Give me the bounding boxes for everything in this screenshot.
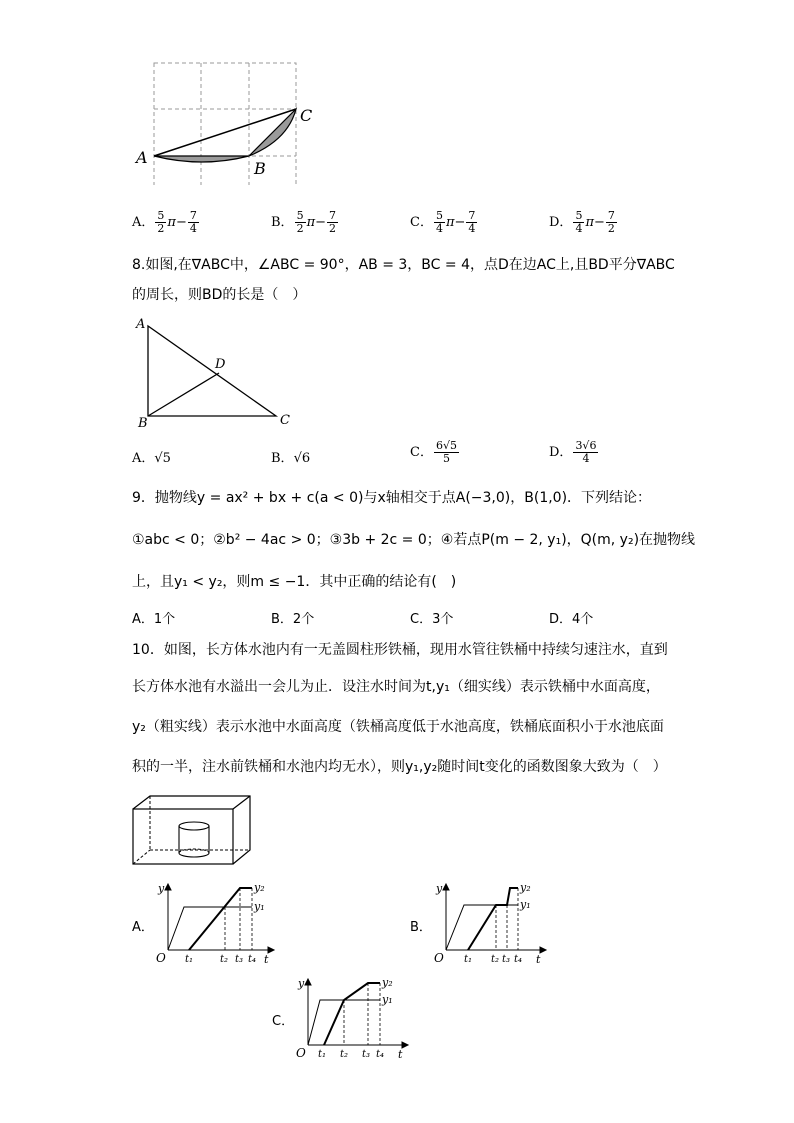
- q9-stem-line3: 上，且y₁ < y₂，则m ≤ −1．其中正确的结论有( ): [132, 574, 457, 590]
- q10-stem-line4: 积的一半，注水前铁桶和水池内均无水），则y₁,y₂随时间t变化的函数图象大致为（ ）: [132, 759, 667, 775]
- q9-option-c[interactable]: C．3个: [410, 612, 454, 627]
- q10-graph-b[interactable]: [430, 880, 555, 965]
- q8-figure: [130, 312, 300, 430]
- q8-stem-line1: 8.如图,在∇ABC中，∠ABC = 90°，AB = 3，BC = 4，点D在边AC上,且BD平分∇ABC: [132, 257, 675, 273]
- graph-c-t1: t₁: [318, 1049, 327, 1060]
- q8-label-B: B: [138, 416, 148, 430]
- q7-label-B: B: [254, 159, 266, 178]
- q7-label-C: C: [300, 106, 313, 125]
- q7-label-A: A: [136, 148, 148, 167]
- graph-b-y: y: [436, 882, 443, 895]
- q7-figure: [130, 55, 330, 185]
- graph-b-t4: t₄: [514, 954, 523, 965]
- graph-b-y2: y₂: [520, 881, 531, 894]
- graph-b-t1: t₁: [464, 954, 473, 965]
- q10-option-b-label[interactable]: B．: [410, 920, 432, 935]
- graph-a-t: t: [264, 953, 269, 965]
- q10-graph-a[interactable]: [152, 880, 277, 965]
- q8-stem-line2: 的周长，则BD的长是（ ）: [132, 287, 307, 303]
- q7-option-d[interactable]: D． $\frac{5}{4}$ π− $\frac{7}{2}$: [549, 209, 615, 235]
- q8-option-c[interactable]: C． $\frac{6√5}{5}$: [410, 439, 457, 465]
- graph-a-y: y: [158, 882, 165, 895]
- graph-b-t: t: [536, 953, 541, 965]
- q8-label-C: C: [280, 413, 290, 428]
- q9-option-d[interactable]: D．4个: [549, 612, 594, 627]
- graph-c-t2: t₂: [340, 1049, 349, 1060]
- q8-option-b[interactable]: B．√6: [271, 451, 311, 466]
- graph-c-t4: t₄: [376, 1049, 385, 1060]
- graph-b-t3: t₃: [502, 954, 511, 965]
- q8-label-A: A: [136, 317, 146, 332]
- q10-option-a-label[interactable]: A．: [132, 920, 154, 935]
- q9-option-b[interactable]: B．2个: [271, 612, 315, 627]
- q8-option-d[interactable]: D． $\frac{3√6}{4}$: [549, 439, 597, 465]
- q10-stem-line1: 10．如图，长方体水池内有一无盖圆柱形铁桶，现用水管往铁桶中持续匀速注水，直到: [132, 642, 668, 658]
- q10-stem-line3: y₂（粗实线）表示水池中水面高度（铁桶高度低于水池高度，铁桶底面积小于水池底面: [132, 719, 664, 735]
- graph-a-t2: t₂: [220, 954, 229, 965]
- q7-option-a[interactable]: A． $\frac{5}{2}$ π− $\frac{7}{4}$: [132, 209, 197, 235]
- q10-option-c-label[interactable]: C．: [272, 1014, 295, 1029]
- q7-option-c[interactable]: C． $\frac{5}{4}$ π− $\frac{7}{4}$: [410, 209, 476, 235]
- q10-tank-figure: [130, 795, 255, 867]
- q7-option-b[interactable]: B． $\frac{5}{2}$ π− $\frac{7}{2}$: [271, 209, 337, 235]
- graph-c-y2: y₂: [382, 976, 393, 989]
- graph-a-t1: t₁: [185, 954, 194, 965]
- q10-stem-line2: 长方体水池有水溢出一会儿为止．设注水时间为t,y₁（细实线）表示铁桶中水面高度，: [132, 679, 660, 695]
- graph-c-t3: t₃: [362, 1049, 371, 1060]
- graph-b-y1: y₁: [520, 898, 531, 911]
- graph-a-t3: t₃: [235, 954, 244, 965]
- q9-stem-line1: 9．抛物线y = ax² + bx + c(a < 0)与x轴相交于点A(−3,0)，B(1,0)．下列结论：: [132, 490, 652, 506]
- graph-c-O: O: [296, 1046, 306, 1060]
- q8-label-D: D: [215, 357, 226, 372]
- graph-b-t2: t₂: [491, 954, 500, 965]
- graph-c-y: y: [298, 977, 305, 990]
- graph-a-t4: t₄: [248, 954, 257, 965]
- graph-c-y1: y₁: [382, 993, 393, 1006]
- graph-a-y1: y₁: [254, 900, 265, 913]
- q9-stem-line2: ①abc < 0；②b² − 4ac > 0；③3b + 2c = 0；④若点P(m − 2, y₁)，Q(m, y₂)在抛物线: [132, 532, 696, 548]
- q8-option-a[interactable]: A．√5: [132, 451, 171, 466]
- graph-c-t: t: [398, 1048, 403, 1060]
- graph-a-O: O: [156, 951, 166, 965]
- graph-a-y2: y₂: [254, 881, 265, 894]
- q10-graph-c[interactable]: [292, 975, 417, 1060]
- graph-b-O: O: [434, 951, 444, 965]
- q9-option-a[interactable]: A．1个: [132, 612, 176, 627]
